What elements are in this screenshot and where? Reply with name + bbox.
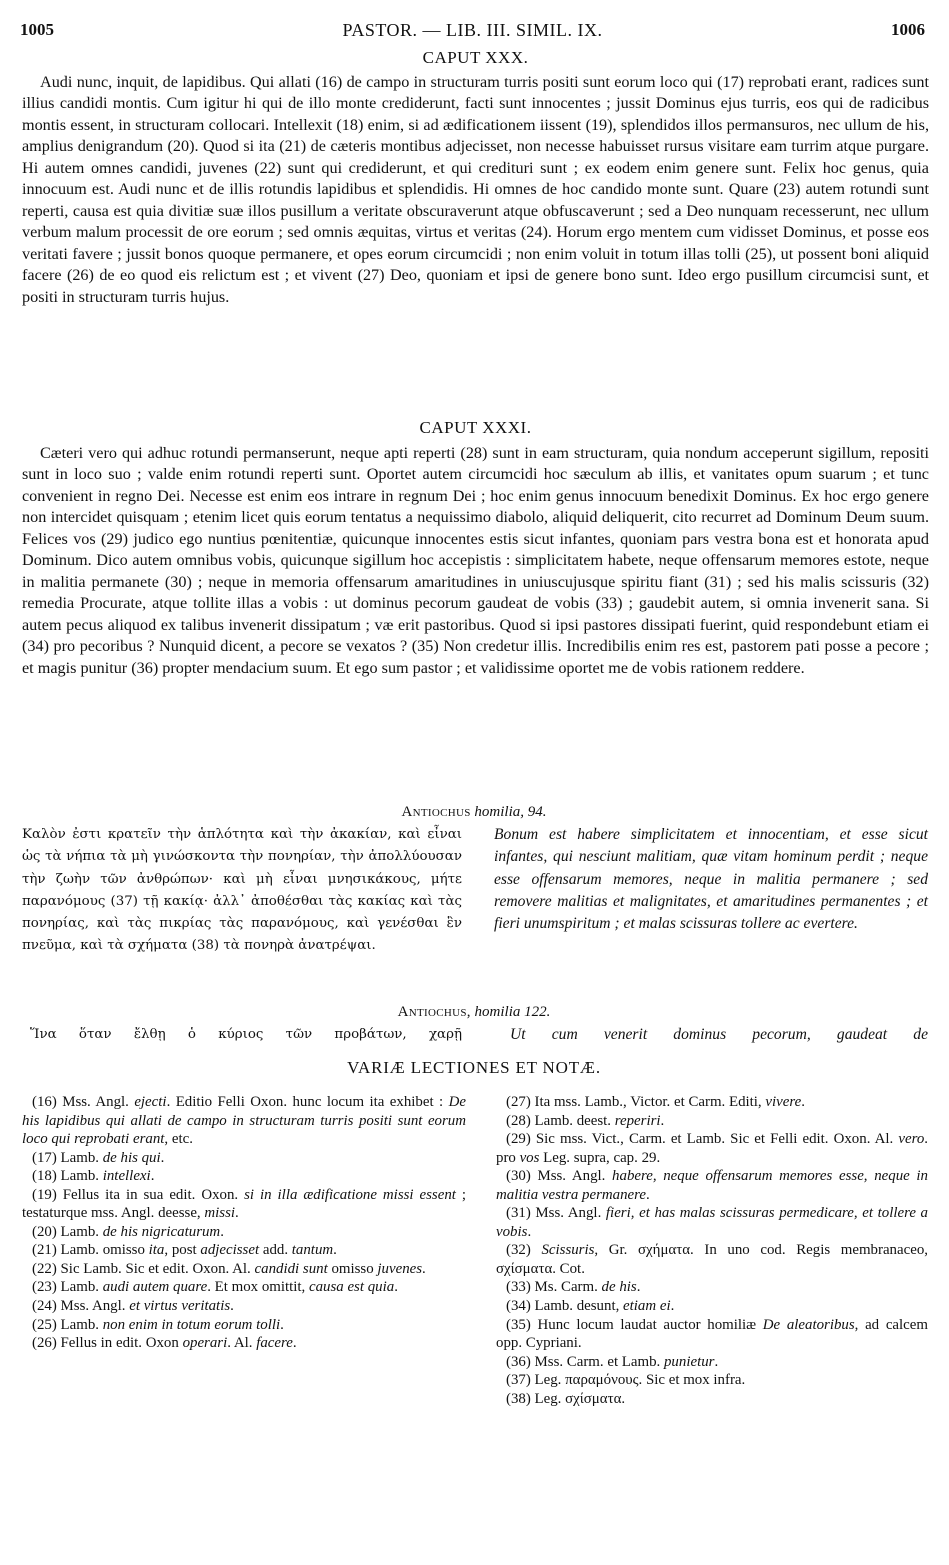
antiochus-name: Antiochus [401, 804, 471, 820]
latin-quote-1: Bonum est habere simplicitatem et innocentiam, et esse sicut infantes, qui nesciunt malitiam, quæ vitam hominum perdit ; neque esse offensarum memores, neque in malitia permanere ; sed removere malitias et malignitates, et amaritudines permanentes ; et fieri unumspiritum ; et malas scissuras tollere ac evertere. [494, 826, 928, 933]
antiochus-ref-2: homilia 122. [474, 1004, 551, 1020]
note-item: (22) Sic Lamb. Sic et edit. Oxon. Al. candidi sunt omisso juvenes. [32, 1260, 426, 1277]
note-item: (18) Lamb. intellexi. [32, 1168, 155, 1185]
note-item: (26) Fellus in edit. Oxon operari. Al. facere. [32, 1335, 297, 1352]
note-item: (37) Leg. παραμόνους. Sic et mox infra. [506, 1372, 746, 1389]
note-item: (16) Mss. Angl. ejecti. Editio Felli Oxon. hunc locum ita exhibet : De his lapidibus qui allati de campo in structuram turris positi sunt eorum loco qui reprobati erant, etc. [22, 1094, 466, 1148]
page-number-left: 1005 [20, 20, 54, 39]
antiochus-ref: homilia, 94. [474, 804, 547, 820]
note-item: (30) Mss. Angl. habere, neque offensarum memores esse, neque in malitia vestra permanere. [496, 1168, 928, 1203]
note-item: (36) Mss. Carm. et Lamb. punietur. [506, 1353, 719, 1370]
running-header [20, 20, 925, 44]
caput-31-title: CAPUT XXXI. [419, 418, 532, 437]
note-item: (32) Scissuris, Gr. σχήματα. In uno cod. Regis membranaceo, σχίσματα. Cot. [496, 1242, 928, 1277]
greek-quote-2: Ἵνα ὅταν ἔλθῃ ὁ κύριος τῶν προβάτων, χαρῇ [30, 1027, 462, 1042]
note-item: (38) Leg. σχίσματα. [506, 1390, 626, 1407]
note-item: (21) Lamb. omisso ita, post adjecisset add. tantum. [32, 1242, 337, 1259]
variae-title: VARIÆ LECTIONES ET NOTÆ. [347, 1058, 601, 1077]
note-item: (35) Hunc locum laudat auctor homiliæ De aleatoribus, ad calcem opp. Cypriani. [496, 1316, 928, 1352]
note-item: (17) Lamb. de his qui. [32, 1149, 165, 1166]
caput-31-text: Cæteri vero qui adhuc rotundi permanserunt, neque apti reperti (28) sunt in eam structuram, quia nondum acceperunt sigillum, repositi sunt in loco suo ; valde enim rotundi reperti sunt. Oportet autem circumcidi hoc sæculum ab illis, et vanitates opum suarum ; et tunc convenient in regno Dei. Necesse est enim eos intrare in regnum Dei ; hoc enim genus innocuum benedixit Dominus. Ex hoc ergo genere non intercidet quisquam ; etenim licet quis eorum tentatus a nequissimo diabolo, aliquid deliquerit, cito recurret ad Dominum Deum suum. Felices vos (29) judico ego nuntius pœnitentiæ, quicunque innocentes estis sicut infantes, quoniam pars vestra bona est et honorata apud Dominum. Dico autem omnibus vobis, quicunque sigillum hoc accepistis : simplicitatem habete, neque offensarum memores estote, neque in malitia permanete (30) ; neque in memoria offensarum amaritudines in uniuscujusque spiritu fiant (31) ; sed his malis scissuris (32) remedia Procurate, atque tollite illas a vobis : ut dominus pecorum gaudeat de vobis (33) ; gaudebit autem, si omnia invenerit sana. Si autem pecus aliquod ex talibus invenerit dissipatum ; væ erit pastoribus. Quod si ipsi pastores dissipati fuerint, quid respondebunt etiam ei (34) pro pecoribus ? Nunquid dicent, a pecore se vexatos ? (35) Non credetur illis. Incredibilis enim res est, pastorem pati posse a pecore ; et magis punitur (36) propter mendacium suum. Et ego sum pastor ; et validissime oportet me de vobis rationem reddere. [22, 444, 929, 677]
note-item: (28) Lamb. deest. reperiri. [506, 1112, 665, 1129]
note-item: (19) Fellus ita in sua edit. Oxon. si in illa ædificatione missi essent ; testaturque mss. Angl. deesse, missi. [22, 1186, 467, 1222]
note-item: (23) Lamb. audi autem quare. Et mox omittit, causa est quia. [32, 1279, 398, 1296]
note-item: (29) Sic mss. Vict., Carm. et Lamb. Sic et Felli edit. Oxon. Al. vero. pro vos Leg. supra, cap. 29. [496, 1131, 928, 1166]
caput-30-title: CAPUT XXX. [422, 48, 529, 67]
greek-quote-1: Καλὸν ἐστι κρατεῖν τὴν ἁπλότητα καὶ τὴν ἀκακίαν, καὶ εἶναι ὡς τὰ νήπια τὰ μὴ γινώσκοντα τὴν πονηρίαν, τὴν ἀπολλύουσαν τὴν ζωὴν τῶν ἀνθρώπων· καὶ μὴ εἶναι μνησικάκους, μήτε παρανόμους (37) τῇ κακίᾳ· ἀλλ᾽ ἀποθέσθαι τὰς κακίας καὶ τὰς πονηρίας, καὶ τὰς πικρίας τὰς παρανόμους, καὶ γενέσθαι ἓν πνεῦμα, καὶ τὰ σχήματα (38) τὰ πονηρὰ ἀνατρέψαι. [22, 827, 462, 954]
antiochus-heading-1 [20, 803, 928, 821]
page-number-right: 1006 [891, 20, 925, 39]
note-item: (31) Mss. Angl. fieri, et has malas scissuras permedicare, et tollere a vobis. [496, 1205, 928, 1240]
running-title: PASTOR. — LIB. III. SIMIL. IX. [342, 20, 603, 40]
notes-left-column [22, 1093, 466, 1353]
note-item: (25) Lamb. non enim in totum eorum tolli. [32, 1316, 284, 1333]
note-item: (34) Lamb. desunt, etiam ei. [506, 1298, 675, 1315]
note-item: (33) Ms. Carm. de his. [506, 1279, 641, 1296]
caput-31 [22, 418, 929, 679]
caput-30 [22, 48, 929, 308]
note-item: (20) Lamb. de his nigricaturum. [32, 1223, 224, 1240]
notes-right-column [496, 1093, 928, 1408]
caput-30-text: Audi nunc, inquit, de lapidibus. Qui allati (16) de campo in structuram turris positi sunt eorum loco qui (17) reprobati erant, radices sunt illius candidi montis. Cum igitur hi qui de illo monte crediderunt, facti sunt innocentes ; jussit Dominus ejus turris, eos qui de radicibus montis essent, in structuram collocari. Intellexit (18) enim, si ad ædificationem iissent (19), splendidos illos permansuros, nec ullum de his, amplius denigrandum (20). Quod si ita (21) de cæteris montibus adjecisset, non necesse habuisset rursus visitare eam turrim atque purgare. Hi autem omnes candidi, juvenes (22) sunt qui crediderunt, et qui credituri sunt ; ex eodem enim genere sunt. Felix hoc genus, quia innocuum est. Audi nunc et de illis rotundis lapidibus et splendidis. Hi omnes de hoc candido monte sunt. Quare (23) autem rotundi sunt reperti, causa est quia divitiæ suæ illos pusillum a veritate obscuraverunt atque obfuscaverunt ; sed a Deo nunquam recesserunt, nec ullum verbum malum processit de ore eorum ; sed omnis æquitas, virtus et veritas (24). Horum ergo mentem cum vidisset Dominus, et posse eos veritati favere ; jussit bonos quoque permanere, et opes eorum circumcidi ; non enim voluit in totum illas tolli (25), ut possent boni aliquid facere (26) de eo quod eis relictum est ; et vivent (27) Deo, quoniam et ipsi de genere bono sunt. Ideo ergo pusillum circumcisi sunt, et positi in structuram turris hujus. [22, 73, 929, 306]
note-item: (27) Ita mss. Lamb., Victor. et Carm. Editi, vivere. [506, 1094, 805, 1110]
antiochus-heading-2 [20, 1003, 928, 1021]
antiochus-name-2: Antiochus, [397, 1004, 471, 1020]
latin-quote-2: Ut cum venerit dominus pecorum, gaudeat de [510, 1026, 928, 1043]
note-item: (24) Mss. Angl. et virtus veritatis. [32, 1298, 234, 1315]
